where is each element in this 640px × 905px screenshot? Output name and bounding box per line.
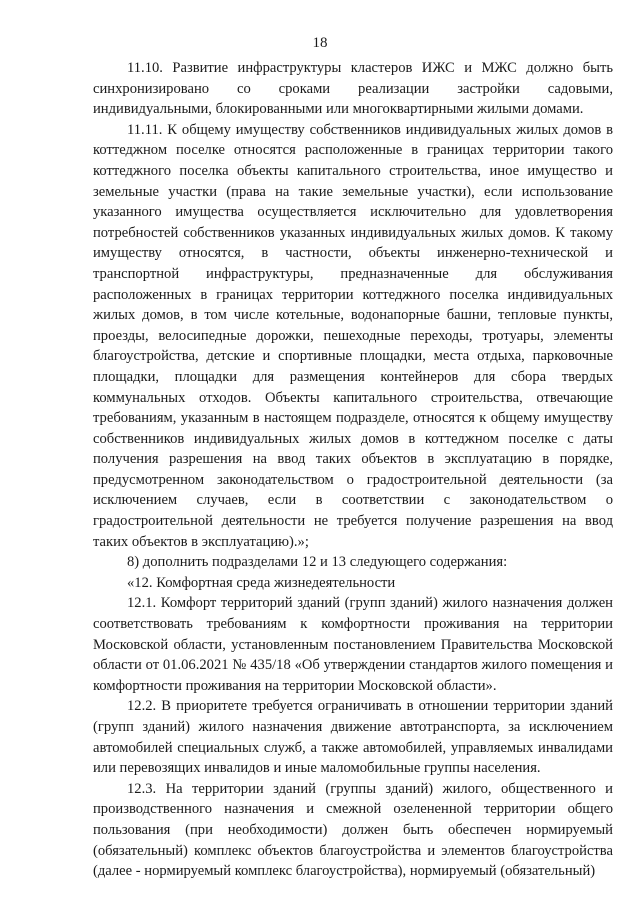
section-heading-12: «12. Комфортная среда жизнедеятельности bbox=[127, 574, 396, 591]
paragraph-11-11: 11.11. К общему имуществу собственников индивидуальных жилых домов в коттеджном поселке относятся расположенные в границах территории такого коттеджного поселка объекты капитального строительства, иное имущество и земельные участки (права на такие земельные участки), если использование указанного имущества осуществляется исключительно для удовлетворения потребностей собственников указанных индивидуальных жилых домов. К такому имуществу относятся, в частности, объекты инженерно-технической и транспортной инфраструктуры, предназначенные для обслуживания расположенных в границах территории коттеджного поселка индивидуальных жилых домов, в том числе котельные, водонапорные башни, тепловые пункты, проезды, велосипедные дорожки, пешеходные переходы, тротуары, элементы благоустройства, детские и спортивные площадки, места отдыха, парковочные площадки, площадки для размещения контейнеров для сбора твердых коммунальных отходов. Объекты капитального строительства, отвечающие требованиям, указанным в настоящем подразделе, относятся к общему имуществу собственников индивидуальных жилых домов в коттеджном поселке с даты получения разрешения на ввод таких объектов в эксплуатацию в порядке, предусмотренном законодательством о градостроительной деятельности (за исключением случаев, если в соответствии с законодательством о градостроительной деятельности не требуется получение разрешения на ввод таких объектов в эксплуатацию).»; bbox=[93, 121, 613, 550]
document-body bbox=[93, 58, 613, 882]
paragraph-12-2: 12.2. В приоритете требуется ограничивать в отношении территории зданий (групп зданий) жилого назначения движение автотранспорта, за исключением автомобилей специальных служб, а также автомобилей, управляемых инвалидами или перевозящих инвалидов и иные маломобильные группы населения. bbox=[93, 698, 613, 777]
page-number: 18 bbox=[312, 35, 328, 51]
paragraph-12-3: 12.3. На территории зданий (группы зданий) жилого, общественного и производственного назначения и смежной озелененной территории общего пользования (при необходимости) должен быть обеспечен нормируемый (обязательный) комплекс объектов благоустройства и элементов благоустройства (далее - нормируемый комплекс благоустройства), нормируемый (обязательный) bbox=[93, 780, 613, 880]
paragraph-amendment-8: 8) дополнить подразделами 12 и 13 следующего содержания: bbox=[127, 554, 508, 571]
paragraph-12-1: 12.1. Комфорт территорий зданий (групп зданий) жилого назначения должен соответствовать требованиям к комфортности проживания на территории Московской области, установленным постановлением Правительства Московской области от 01.06.2021 № 435/18 «Об утверждении стандартов жилого помещения и комфортности проживания на территории Московской области». bbox=[93, 595, 613, 694]
paragraph-11-10: 11.10. Развитие инфраструктуры кластеров ИЖС и МЖС должно быть синхронизировано со сроками реализации застройки садовыми, индивидуальными, блокированными или многоквартирными жилыми домами. bbox=[93, 60, 613, 118]
